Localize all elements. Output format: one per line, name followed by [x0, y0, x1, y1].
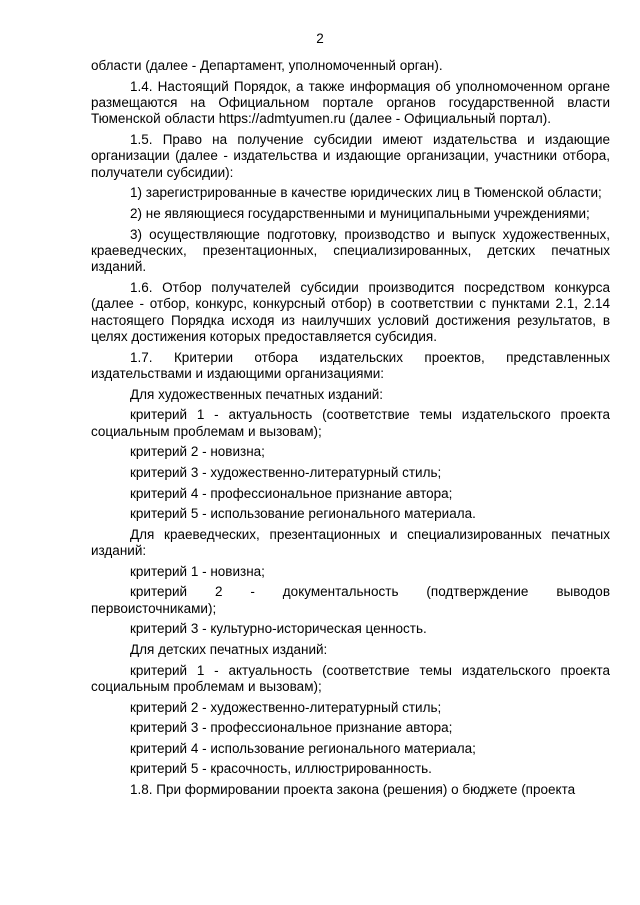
paragraph: Для художественных печатных изданий: — [130, 386, 384, 402]
paragraph: 3) осуществляющие подготовку, производство и выпуск художественных, краеведческих, презентационных, специализированных, детских печатных изданий. — [91, 226, 610, 275]
paragraph: 2) не являющиеся государственными и муниципальными учреждениями; — [130, 206, 590, 221]
paragraph: критерий 5 - красочность, иллюстрированность. — [130, 761, 432, 777]
page-number: 2 — [316, 31, 324, 46]
paragraph: критерий 4 - использование регионального материала; — [130, 740, 476, 756]
paragraph: 1.8. При формировании проекта закона (решения) о бюджете (проекта — [130, 781, 576, 797]
paragraph: 1.5. Право на получение субсидии имеют издательства и издающие организации (далее - издательства и издающие организации, участники отбора, получатели субсидии): — [91, 132, 610, 180]
paragraph: 1) зарегистрированные в качестве юридических лиц в Тюменской области; — [130, 185, 602, 201]
paragraph: критерий 3 - художественно-литературный стиль; — [130, 465, 442, 480]
paragraph: критерий 2 - новизна; — [130, 444, 265, 460]
paragraph: критерий 3 - профессиональное признание автора; — [130, 720, 453, 736]
paragraph: критерий 4 - профессиональное признание автора; — [130, 485, 453, 501]
paragraph: 1.6. Отбор получателей субсидии производится посредством конкурса (далее - отбор, конкурс, конкурсный отбор) в соответствии с пунктами 2.1, 2.14 настоящего Порядка исходя из наилучших условий достижения результатов, в целях достижения которых предоставляется субсидия. — [91, 280, 610, 345]
paragraph: критерий 5 - использование регионального материала. — [130, 506, 476, 522]
paragraph: критерий 1 - актуальность (соответствие темы издательского проекта социальным проблемам и вызовам); — [91, 662, 610, 694]
paragraph: Для краеведческих, презентационных и специализированных печатных изданий: — [91, 526, 610, 559]
paragraph: критерий 2 - документальность (подтверждение выводов первоисточниками); — [91, 584, 610, 616]
paragraph: 1.4. Настоящий Порядок, а также информация об уполномоченном органе размещаются на Официальном портале органов государственной власти Тюменской области https://admtyumen.ru (далее - Официальный портал). — [91, 78, 610, 127]
paragraph: Для детских печатных изданий: — [130, 641, 328, 657]
document-body — [91, 58, 610, 803]
paragraph: критерий 1 - актуальность (соответствие темы издательского проекта социальным проблемам и вызовам); — [91, 407, 610, 439]
paragraph: критерий 2 - художественно-литературный стиль; — [130, 699, 442, 715]
paragraph: области (далее - Департамент, уполномоченный орган). — [91, 58, 443, 73]
paragraph: критерий 3 - культурно-историческая ценность. — [130, 621, 427, 637]
paragraph: 1.7. Критерии отбора издательских проектов, представленных издательствами и издающими организациями: — [91, 349, 610, 382]
paragraph: критерий 1 - новизна; — [130, 563, 265, 579]
